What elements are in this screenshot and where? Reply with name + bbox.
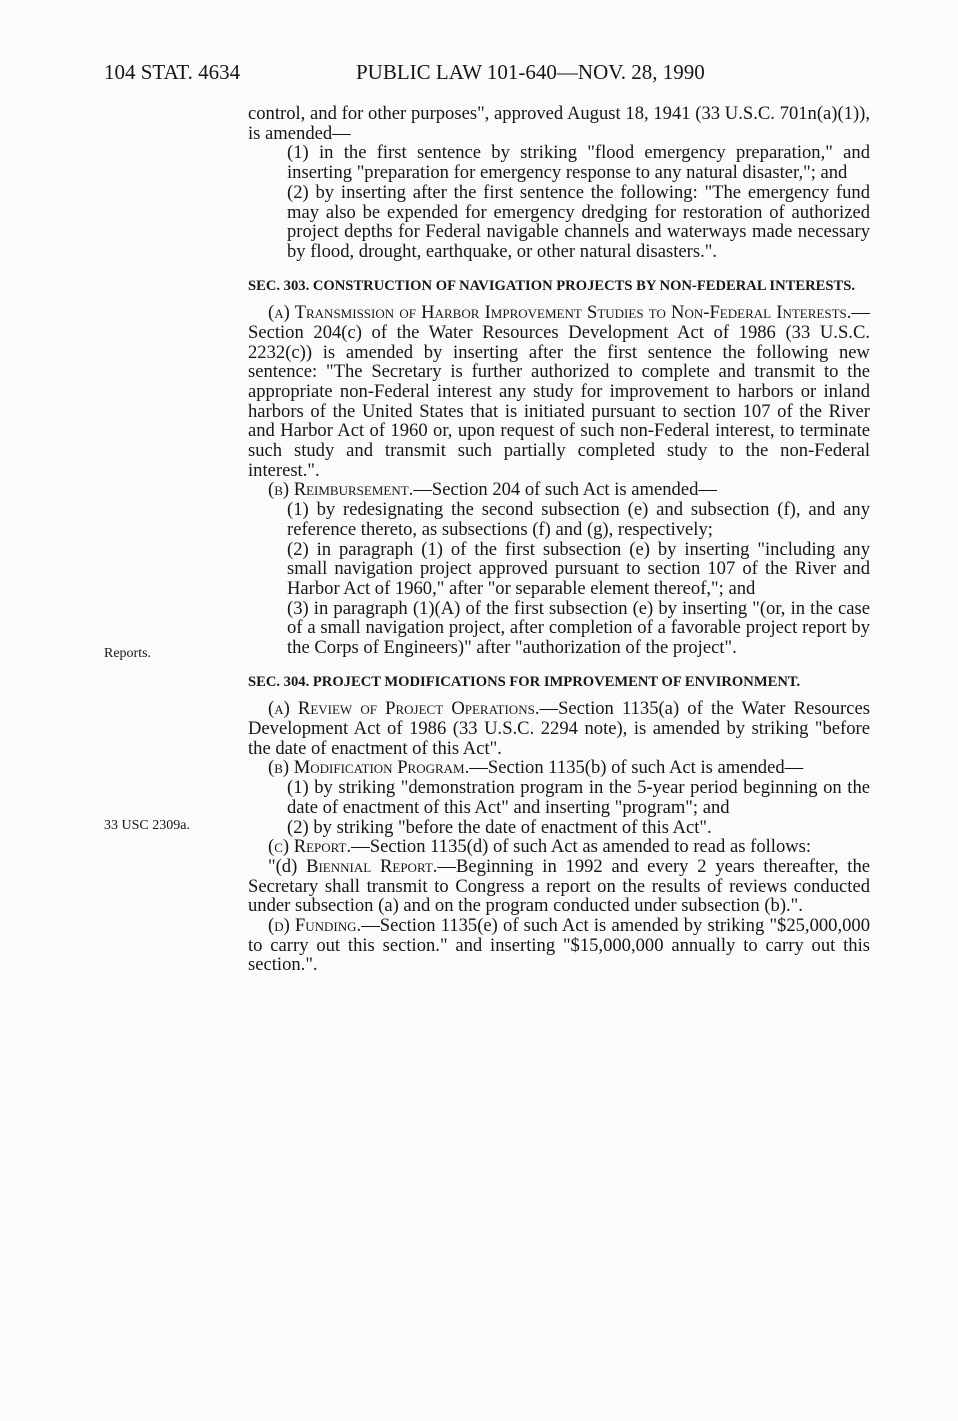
subsection-b-304 [248, 758, 870, 778]
subsection-heading: (d) Funding. [268, 915, 362, 937]
page-body [248, 104, 870, 975]
subsection-heading: (c) Report. [268, 836, 352, 858]
paragraph: (2) in paragraph (1) of the first subsection (e) by inserting "including any small navigation project approved pursuant to section 107 of the River and Harbor Act of 1960," after "or separable element thereof,"; and [287, 538, 870, 599]
subsection-text: —Section 1135(d) of such Act as amended to read as follows: [351, 836, 812, 858]
section-heading-303: SEC. 303. CONSTRUCTION OF NAVIGATION PROJECTS BY NON-FEDERAL INTERESTS. [248, 277, 855, 294]
quote-prefix: "(d) [268, 855, 307, 877]
subsection-heading: (a) Transmission of Harbor Improvement Studies to Non-Federal Interests. [268, 302, 852, 324]
margin-note-reports: Reports. [104, 646, 152, 661]
section-heading-304: SEC. 304. PROJECT MODIFICATIONS FOR IMPROVEMENT OF ENVIRONMENT. [248, 673, 801, 690]
subsection-text: —Beginning in 1992 and every 2 years thereafter, the Secretary shall transmit to Congress a report on the results of reviews conducted under subsection (a) and on the program conducted under subsection (b).". [248, 855, 870, 917]
subsection-heading: (a) Review of Project Operations. [268, 698, 540, 720]
page-header [104, 60, 870, 90]
margin-note-usc: 33 USC 2309a. [104, 818, 190, 833]
subsection-d-304 [248, 916, 870, 975]
subsection-text: —Section 1135(b) of such Act is amended— [469, 757, 804, 779]
paragraph: (1) by striking "demonstration program in the 5-year period beginning on the date of enactment of this Act" and inserting "program"; and [287, 777, 870, 818]
public-law-title: PUBLIC LAW 101-640—NOV. 28, 1990 [356, 60, 705, 84]
paragraph: control, and for other purposes", approved August 18, 1941 (33 U.S.C. 701n(a)(1)), is amended— [248, 103, 870, 144]
paragraph: (2) by inserting after the first sentence the following: "The emergency fund may also be expended for emergency dredging for restoration of authorized project depths for Federal navigable channels and waterways made necessary by flood, drought, earthquake, or other natural disasters.". [287, 181, 870, 262]
paragraph: (3) in paragraph (1)(A) of the first subsection (e) by inserting "(or, in the case of a small navigation project, after completion of a favorable project report by the Corps of Engineers)" after "authorization of the project". [287, 597, 870, 659]
subsection-text: —Section 204 of such Act is amended— [413, 479, 717, 501]
subsection-text: —Section 1135(a) of the Water Resources Development Act of 1986 (33 U.S.C. 2294 note), is amended by striking "before the date of enactment of this Act". [248, 698, 870, 759]
statute-page-number: 104 STAT. 4634 [104, 60, 241, 84]
subsection-b-303 [248, 480, 870, 500]
paragraph: (1) in the first sentence by striking "flood emergency preparation," and inserting "preparation for emergency response to any natural disaster,"; and [287, 142, 870, 184]
subsection-a-304 [248, 699, 870, 758]
subsection-heading: (b) Reimbursement. [268, 479, 414, 501]
subsection-heading: (b) Modification Program. [268, 757, 470, 779]
subsection-text: —Section 204(c) of the Water Resources Development Act of 1986 (33 U.S.C. 2232(c)) is amended by inserting after the first sentence the following new sentence: "The Secretary is further authorized to complete and transmit to the appropriate non-Federal interest any study for improvement to harbors or inland harbors of the United States that is initiated pursuant to section 107 of the River and Harbor Act of 1960 or, upon request of such non-Federal interest, to terminate such study and transmit such partially completed study to the non-Federal interest.". [248, 302, 870, 481]
subsection-c-304 [248, 837, 870, 857]
subsection-text: —Section 1135(e) of such Act is amended by striking "$25,000,000 to carry out this section." and inserting "$15,000,000 annually to carry out this section.". [248, 915, 870, 976]
quoted-subsection-d [248, 857, 870, 916]
subsection-heading: Biennial Report. [306, 855, 438, 877]
paragraph: (1) by redesignating the second subsection (e) and subsection (f), and any reference thereto, as subsections (f) and (g), respectively; [287, 499, 870, 540]
subsection-a-303 [248, 303, 870, 480]
paragraph: (2) by striking "before the date of enactment of this Act". [287, 816, 712, 838]
